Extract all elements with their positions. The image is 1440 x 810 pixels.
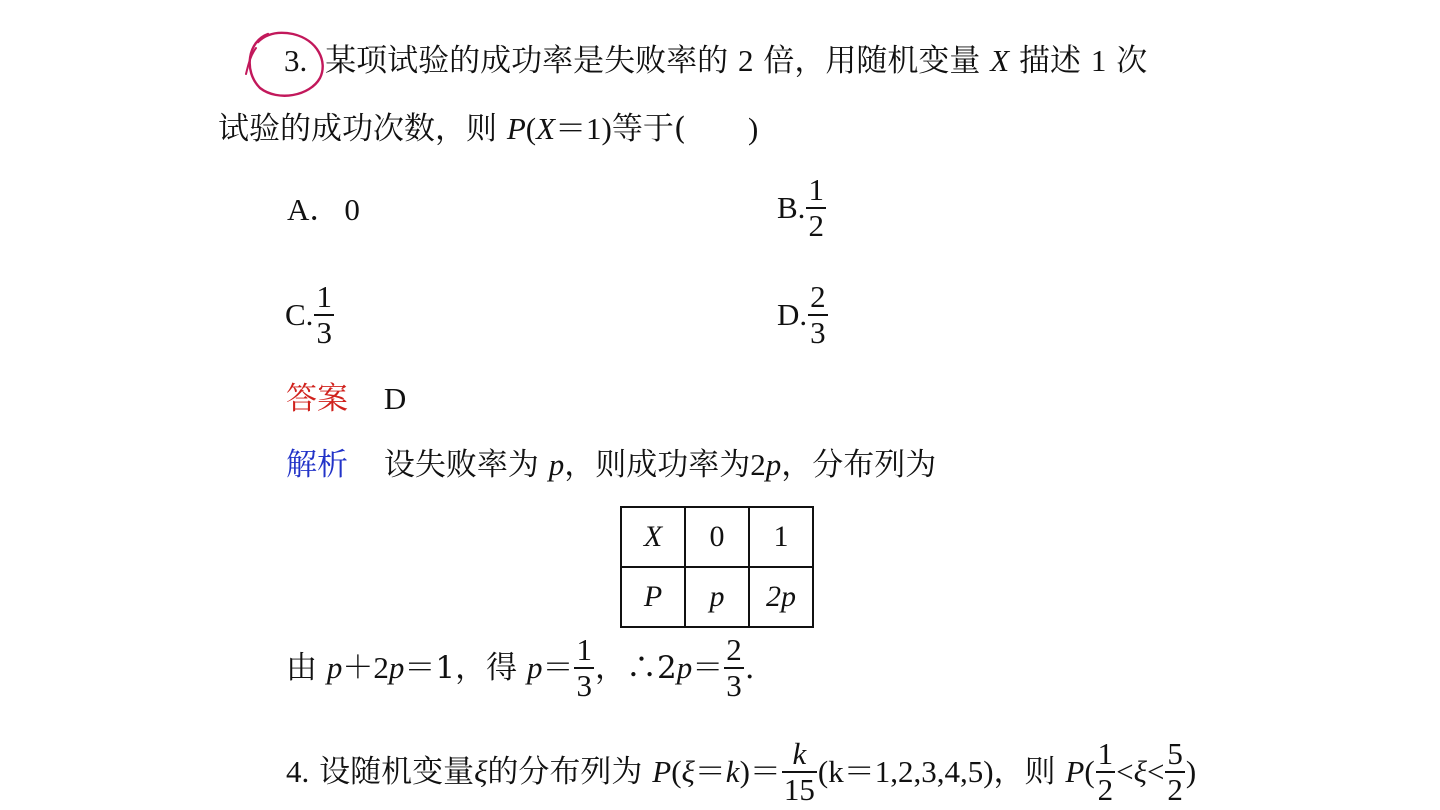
option-a (287, 190, 360, 230)
option-d-denominator: 3 (810, 315, 826, 350)
option-a-value: 0 (344, 192, 360, 227)
q4-range: (k＝1,2,3,4,5)，则 (817, 754, 1056, 789)
option-b-denominator: 2 (808, 208, 824, 243)
q3-close-paren: ) (748, 111, 759, 146)
derivation-text: ，∴2 (594, 650, 677, 686)
q4-fraction (782, 737, 817, 807)
derivation-op: ＋2 (342, 650, 389, 685)
option-c-numerator: 1 (316, 279, 332, 314)
fraction-denominator: 2 (1097, 772, 1114, 807)
table-cell: 0 (685, 507, 749, 567)
analysis-var-p: p (765, 447, 782, 482)
derivation-text: ＝1，得 (404, 650, 518, 686)
derivation-var-p: p (526, 650, 543, 685)
fraction-numerator: 5 (1167, 736, 1183, 771)
table-cell: X (621, 507, 685, 567)
option-d-numerator: 2 (810, 279, 826, 314)
q4-paren: ( (671, 754, 682, 789)
q4-fraction-half (1096, 737, 1116, 807)
q3-number: 3. (284, 43, 308, 78)
q4-var-xi: ξ (474, 754, 488, 789)
q4-op: ＝ (694, 754, 726, 789)
derivation-var-p: p (676, 650, 693, 685)
option-c-fraction (314, 280, 334, 350)
option-b-fraction (806, 173, 826, 243)
option-b-numerator: 1 (808, 172, 824, 207)
fraction-denominator: 2 (1167, 772, 1183, 807)
q4-var-xi: ξ (681, 754, 695, 789)
answer-value: D (383, 381, 407, 416)
q4-op: < (1116, 754, 1134, 789)
q3-expr-x: X (536, 111, 556, 146)
q4-var-p: P (1065, 754, 1085, 789)
derivation-op: ＝ (542, 650, 574, 685)
option-c-denominator: 3 (316, 315, 332, 350)
table-cell: p (685, 567, 749, 627)
derivation-fraction-1 (574, 633, 594, 703)
table-cell: P (621, 567, 685, 627)
analysis-var-p: p (548, 447, 565, 482)
q4-fraction-five-halves (1165, 737, 1185, 807)
fraction-numerator: 1 (1097, 736, 1114, 771)
fraction-numerator: 1 (576, 632, 592, 667)
q3-text-part: 倍，用随机变量 (763, 43, 981, 79)
q3-expr-rest: ＝1) (555, 111, 612, 146)
derivation-text: 由 (286, 650, 317, 686)
q4-paren: ( (1084, 754, 1095, 789)
derivation-op: ＝ (692, 650, 724, 685)
fraction-numerator: k (782, 737, 817, 773)
q4-paren: ) (1185, 754, 1197, 789)
q4-text: 的分布列为 (487, 754, 643, 790)
analysis-text: ，则成功率为 (564, 447, 751, 483)
table-row (621, 507, 813, 567)
q4-line (286, 737, 1196, 807)
table-row (621, 567, 813, 627)
fraction-denominator: 3 (576, 668, 592, 703)
option-b (777, 173, 827, 243)
option-c (285, 280, 335, 350)
q4-op: )＝ (739, 754, 781, 789)
derivation-period: . (744, 650, 755, 686)
option-d-label: D. (777, 297, 808, 332)
option-b-label: B. (777, 190, 806, 225)
q4-number: 4. (286, 754, 310, 789)
q3-text-part: 等于( (611, 111, 686, 147)
table-cell: 1 (749, 507, 813, 567)
q3-line2 (218, 109, 758, 149)
distribution-table (620, 506, 814, 628)
option-a-label: A． (287, 192, 341, 227)
q4-var-xi: ξ (1133, 754, 1147, 789)
analysis-text: 设失败率为 (383, 447, 539, 483)
q3-number-1: 1 (1090, 43, 1107, 78)
option-c-label: C. (285, 297, 314, 332)
answer-label: 答案 (286, 381, 348, 417)
q4-var-p: P (652, 754, 672, 789)
derivation-var-p: p (326, 650, 343, 685)
table-cell: 2p (749, 567, 813, 627)
fraction-numerator: 2 (726, 632, 742, 667)
option-d (777, 280, 829, 350)
q3-expr-p: P (506, 111, 526, 146)
q3-number-2: 2 (737, 43, 754, 78)
analysis-text: ，分布列为 (781, 447, 937, 483)
q3-text-part: 试验的成功次数，则 (218, 111, 497, 147)
q4-text: 设随机变量 (319, 754, 475, 790)
derivation-fraction-2 (724, 633, 744, 703)
analysis-two: 2 (750, 447, 766, 482)
fraction-denominator: 3 (726, 668, 742, 703)
q3-text-part: 次 (1116, 43, 1148, 79)
q4-op: < (1146, 754, 1165, 789)
fraction-denominator: 15 (783, 772, 815, 807)
q3-var-x: X (990, 43, 1010, 78)
analysis-line (286, 445, 936, 485)
option-d-fraction (808, 280, 828, 350)
derivation-var-p: p (388, 650, 405, 685)
derivation-line (286, 633, 755, 703)
analysis-label: 解析 (286, 447, 348, 483)
answer-line (286, 379, 406, 419)
q4-var-k: k (725, 754, 740, 789)
q3-line1 (284, 41, 1147, 81)
q3-text-part: 某项试验的成功率是失败率的 (325, 43, 729, 79)
q3-expr-open: ( (525, 111, 537, 146)
q3-text-part: 描述 (1018, 43, 1081, 79)
